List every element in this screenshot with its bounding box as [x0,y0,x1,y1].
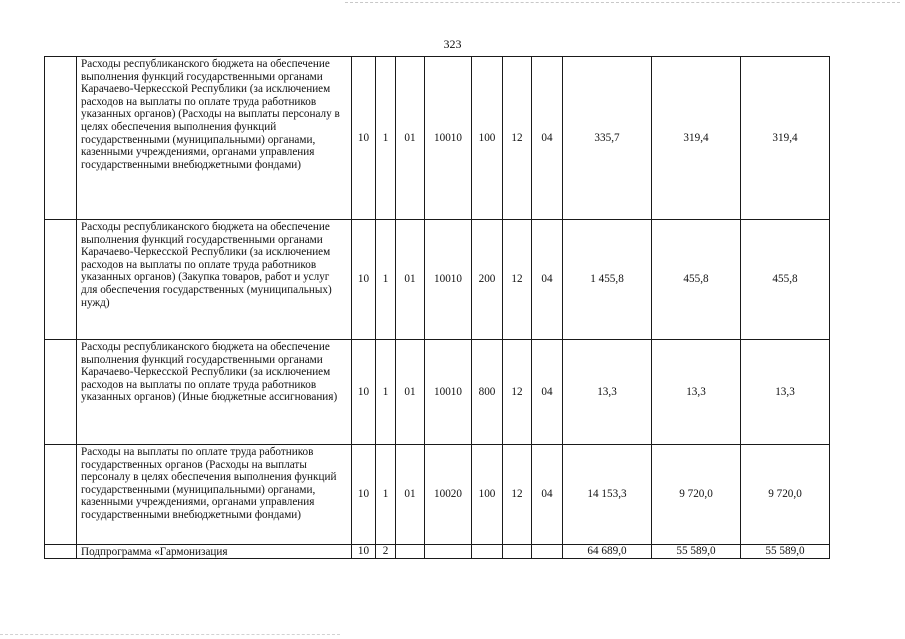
table-row [45,545,830,559]
amount-2-cell: 319,4 [652,57,741,220]
description-cell: Расходы на выплаты по оплате труда работников государственных органов (Расходы на выплаты персоналу в целях обеспечения выполнения функций государственными (муниципальными) органами, казенными учреждениями, органами управления государственными внебюджетными фондами) [77,445,352,545]
amount-2-cell: 13,3 [652,340,741,445]
section-cell: 12 [503,445,532,545]
expense-type-cell: 100 [472,445,503,545]
program-cell: 10 [352,220,376,340]
subsection-cell: 04 [532,57,563,220]
program-cell: 10 [352,445,376,545]
expense-type-cell [472,545,503,559]
subprogram-cell: 1 [376,445,396,545]
subprogram-cell: 1 [376,340,396,445]
row-number-cell [45,445,77,545]
description-cell: Расходы республиканского бюджета на обеспечение выполнения функций государственными органами Карачаево-Черкесской Республики (за исключением расходов на выплаты по оплате труда работников указанных органов) (Закупка товаров, работ и услуг для обеспечения государственных (муниципальных) нужд) [77,220,352,340]
amount-3-cell: 455,8 [741,220,830,340]
amount-1-cell: 335,7 [563,57,652,220]
budget-table [44,56,830,559]
scan-artifact-top-line [345,2,900,3]
expense-type-cell: 800 [472,340,503,445]
amount-3-cell: 13,3 [741,340,830,445]
main-event-cell [396,545,425,559]
amount-1-cell: 13,3 [563,340,652,445]
description-cell: Подпрограмма «Гармонизация [77,545,352,559]
subsection-cell: 04 [532,445,563,545]
direction-cell [425,545,472,559]
main-event-cell: 01 [396,220,425,340]
scan-artifact-bottom-line [0,634,340,635]
description-cell: Расходы республиканского бюджета на обеспечение выполнения функций государственными органами Карачаево-Черкесской Республики (за исключением расходов на выплаты по оплате труда работников указанных органов) (Иные бюджетные ассигнования) [77,340,352,445]
amount-1-cell: 1 455,8 [563,220,652,340]
program-cell: 10 [352,340,376,445]
row-number-cell [45,57,77,220]
direction-cell: 10010 [425,57,472,220]
expense-type-cell: 100 [472,57,503,220]
section-cell: 12 [503,340,532,445]
table-row [45,340,830,445]
table-row [45,57,830,220]
row-number-cell [45,340,77,445]
program-cell: 10 [352,545,376,559]
row-number-cell [45,545,77,559]
amount-2-cell: 455,8 [652,220,741,340]
program-cell: 10 [352,57,376,220]
amount-1-cell: 64 689,0 [563,545,652,559]
section-cell [503,545,532,559]
amount-3-cell: 319,4 [741,57,830,220]
main-event-cell: 01 [396,57,425,220]
main-event-cell: 01 [396,340,425,445]
page-number: 323 [443,37,462,51]
table-row [45,445,830,545]
direction-cell: 10020 [425,445,472,545]
amount-2-cell: 9 720,0 [652,445,741,545]
subsection-cell: 04 [532,340,563,445]
subprogram-cell: 2 [376,545,396,559]
direction-cell: 10010 [425,340,472,445]
direction-cell: 10010 [425,220,472,340]
amount-3-cell: 55 589,0 [741,545,830,559]
table-row [45,220,830,340]
subsection-cell: 04 [532,220,563,340]
amount-1-cell: 14 153,3 [563,445,652,545]
amount-2-cell: 55 589,0 [652,545,741,559]
subsection-cell [532,545,563,559]
description-cell: Расходы республиканского бюджета на обеспечение выполнения функций государственными органами Карачаево-Черкесской Республики (за исключением расходов на выплаты по оплате труда работников указанных органов) (Расходы на выплаты персоналу в целях обеспечения выполнения функций государственными (муниципальными) органами, казенными учреждениями, органами управления государственными внебюджетными фондами) [77,57,352,220]
subprogram-cell: 1 [376,57,396,220]
row-number-cell [45,220,77,340]
amount-3-cell: 9 720,0 [741,445,830,545]
expense-type-cell: 200 [472,220,503,340]
section-cell: 12 [503,57,532,220]
main-event-cell: 01 [396,445,425,545]
subprogram-cell: 1 [376,220,396,340]
section-cell: 12 [503,220,532,340]
